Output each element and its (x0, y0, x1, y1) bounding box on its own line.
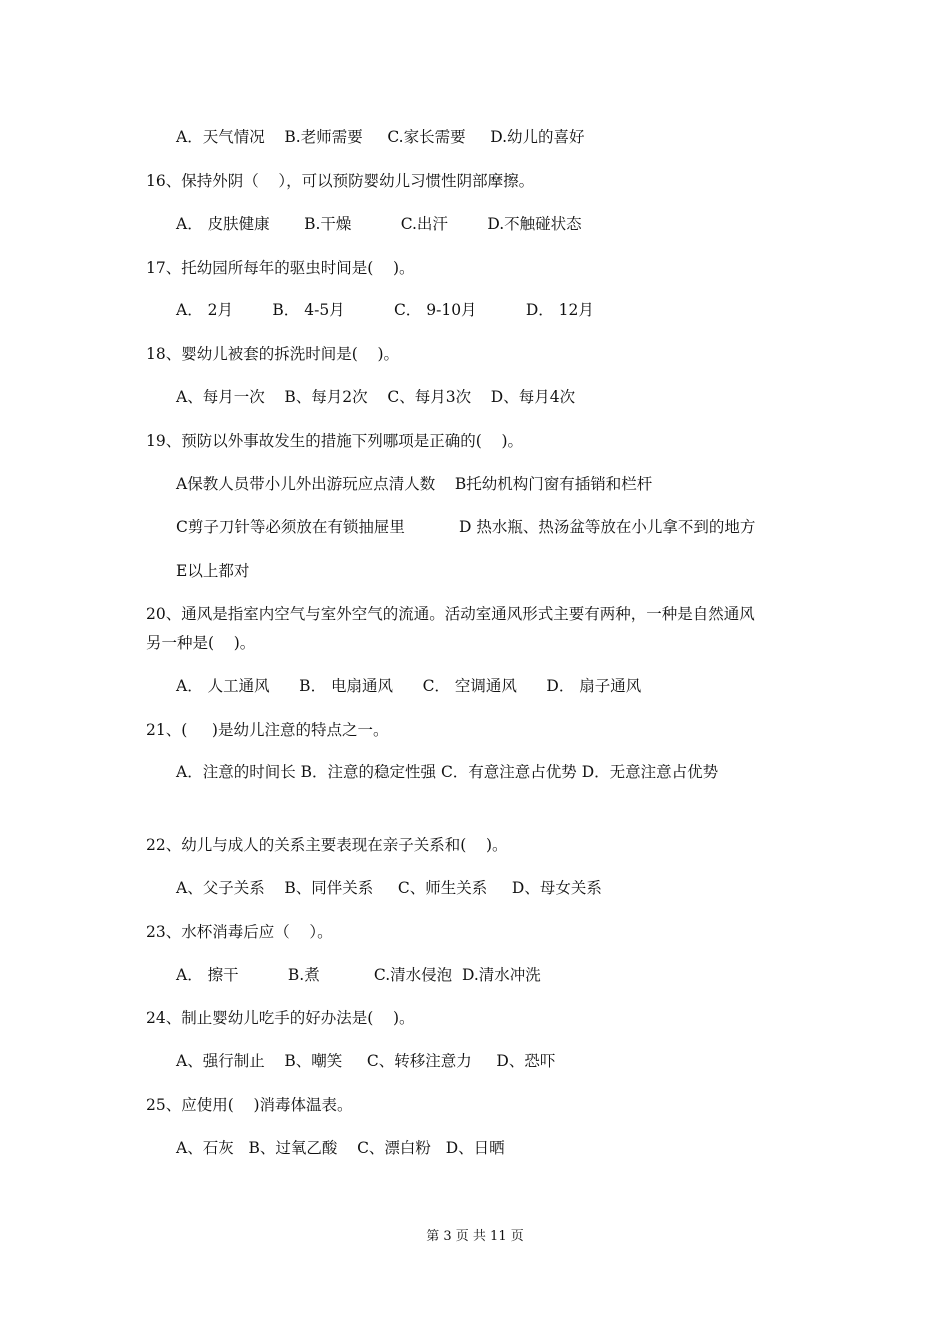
question-20-line-1: 20、通风是指室内空气与室外空气的流通。活动室通风形式主要有两种，一种是自然通风 (146, 605, 755, 623)
question-16-options: A． 皮肤健康 B.干燥 C.出汗 D.不触碰状态 (176, 215, 582, 233)
question-17-options: A． 2月 B． 4-5月 C． 9-10月 D． 12月 (176, 301, 594, 319)
page-footer: 第 3 页 共 11 页 (426, 1229, 524, 1244)
question-17: 17、托幼园所每年的驱虫时间是( )。 (146, 259, 415, 277)
question-18: 18、婴幼儿被套的拆洗时间是( )。 (146, 345, 400, 363)
question-21: 21、( )是幼儿注意的特点之一。 (146, 721, 389, 739)
question-23: 23、水杯消毒后应（ ）。 (146, 923, 333, 941)
question-22: 22、幼儿与成人的关系主要表现在亲子关系和( )。 (146, 836, 508, 854)
question-24-options: A、强行制止 B、嘲笑 C、转移注意力 D、恐吓 (176, 1052, 556, 1070)
question-19: 19、预防以外事故发生的措施下列哪项是正确的( )。 (146, 432, 524, 450)
question-16: 16、保持外阴（ ），可以预防婴幼儿习惯性阴部摩擦。 (146, 172, 535, 190)
question-25-options: A、石灰 B、过氧乙酸 C、漂白粉 D、日晒 (176, 1139, 505, 1157)
question-19-options-ab: A保教人员带小儿外出游玩应点清人数 B托幼机构门窗有插销和栏杆 (176, 475, 653, 493)
question-15-options: A．天气情况 B.老师需要 C.家长需要 D.幼儿的喜好 (176, 128, 585, 146)
question-21-options: A．注意的时间长 B．注意的稳定性强 C．有意注意占优势 D．无意注意占优势 (176, 763, 719, 781)
question-25: 25、应使用( )消毒体温表。 (146, 1096, 353, 1114)
question-23-options: A． 擦干 B.煮 C.清水侵泡 D.清水冲洗 (176, 966, 541, 984)
question-20-options: A． 人工通风 B． 电扇通风 C． 空调通风 D． 扇子通风 (176, 677, 642, 695)
question-22-options: A、父子关系 B、同伴关系 C、师生关系 D、母女关系 (176, 879, 602, 897)
question-24: 24、制止婴幼儿吃手的好办法是( )。 (146, 1009, 415, 1027)
question-20-line-2: 另一种是( )。 (146, 634, 256, 652)
question-19-options-cd: C剪子刀针等必须放在有锁抽屉里 D 热水瓶、热汤盆等放在小儿拿不到的地方 (176, 518, 756, 536)
question-18-options: A、每月一次 B、每月2次 C、每月3次 D、每月4次 (176, 388, 576, 406)
question-19-option-e: E以上都对 (176, 562, 250, 580)
